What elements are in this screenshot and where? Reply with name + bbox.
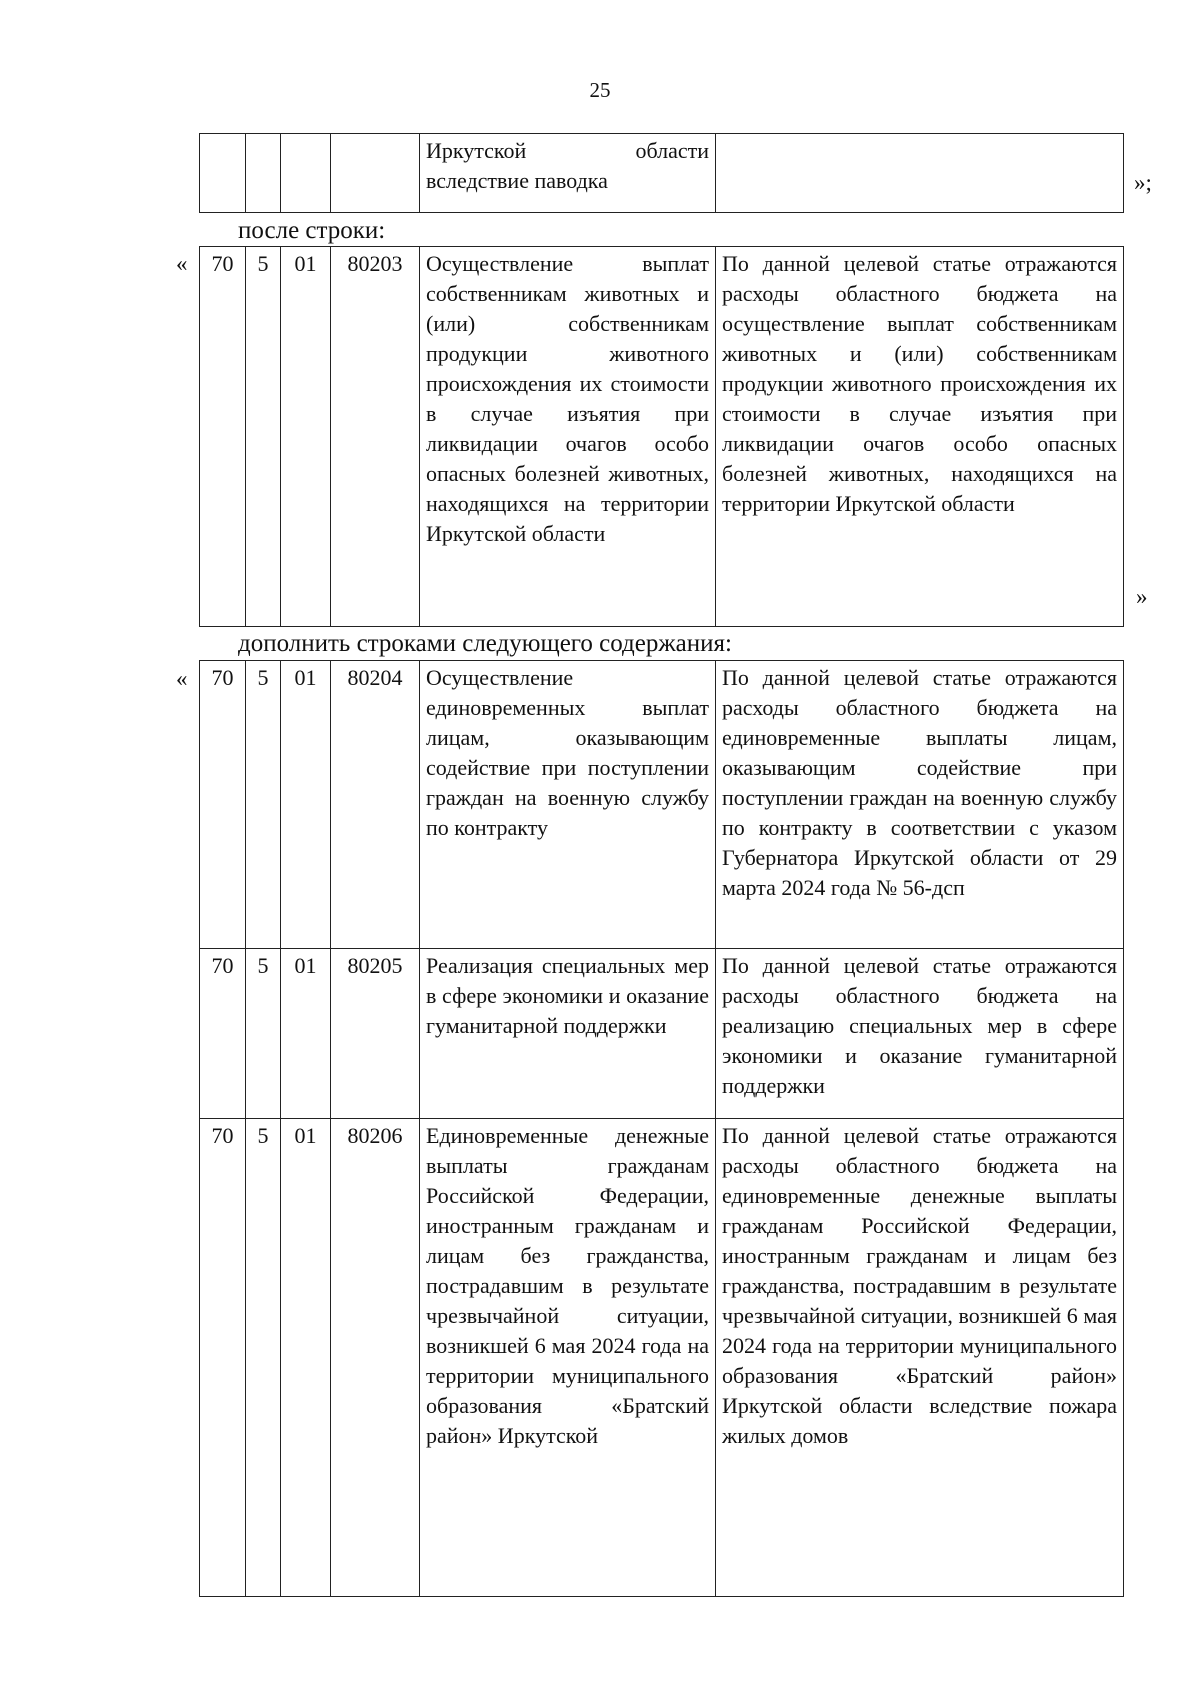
table-row	[200, 949, 1124, 1119]
table-row	[200, 134, 1124, 213]
table-new-rows	[199, 660, 1124, 1597]
closing-quote: »	[1136, 584, 1148, 609]
code-cell: 80206	[331, 1119, 420, 1597]
code-cell: 01	[281, 1119, 331, 1597]
code-cell: 5	[246, 949, 281, 1119]
code-cell	[331, 134, 420, 213]
description-cell: По данной целевой статье отражаются расходы областного бюджета на единовременные денежные выплаты гражданам Российской Федерации, иностранным гражданам и лицам без гражданства, пострадавшим в результате чрезвычайной ситуации, возникшей 6 мая 2024 года на территории муниципального образования «Братский район» Иркутской области вследствие пожара жилых домов	[716, 1119, 1124, 1597]
code-cell	[246, 134, 281, 213]
code-cell: 70	[200, 1119, 246, 1597]
code-cell: 80203	[331, 247, 420, 627]
opening-quote: «	[176, 666, 188, 691]
table-row	[200, 661, 1124, 949]
code-cell	[281, 134, 331, 213]
description-cell	[716, 134, 1124, 213]
table-continuation	[199, 133, 1124, 213]
instruction-add-rows: дополнить строками следующего содержания:	[238, 630, 732, 657]
table-existing-row	[199, 246, 1124, 627]
code-cell: 01	[281, 949, 331, 1119]
name-cell: Единовременные денежные выплаты гражданам Российской Федерации, иностранным гражданам и лицам без гражданства, пострадавшим в результате чрезвычайной ситуации, возникшей 6 мая 2024 года на территории муниципального образования «Братский район» Иркутской	[420, 1119, 716, 1597]
description-cell: По данной целевой статье отражаются расходы областного бюджета на реализацию специальных мер в сфере экономики и оказание гуманитарной поддержки	[716, 949, 1124, 1119]
code-cell: 5	[246, 247, 281, 627]
page-number: 25	[589, 78, 611, 102]
code-cell: 70	[200, 949, 246, 1119]
description-cell: По данной целевой статье отражаются расходы областного бюджета на осуществление выплат собственникам животных и (или) собственникам продукции животного происхождения их стоимости в случае изъятия при ликвидации очагов особо опасных болезней животных, находящихся на территории Иркутской области	[716, 247, 1124, 627]
name-cell: Осуществление единовременных выплат лицам, оказывающим содействие при поступлении граждан на военную службу по контракту	[420, 661, 716, 949]
code-cell: 70	[200, 247, 246, 627]
code-cell	[200, 134, 246, 213]
instruction-after-row: после строки:	[238, 217, 386, 244]
code-cell: 01	[281, 247, 331, 627]
code-cell: 5	[246, 1119, 281, 1597]
code-cell: 5	[246, 661, 281, 949]
opening-quote: «	[176, 251, 188, 276]
table-row	[200, 1119, 1124, 1597]
description-cell: По данной целевой статье отражаются расходы областного бюджета на единовременные выплаты лицам, оказывающим содействие при поступлении граждан на военную службу по контракту в соответствии с указом Губернатора Иркутской области от 29 марта 2024 года № 56-дсп	[716, 661, 1124, 949]
table-row	[200, 247, 1124, 627]
code-cell: 80205	[331, 949, 420, 1119]
code-cell: 70	[200, 661, 246, 949]
name-cell: Осуществление выплат собственникам животных и (или) собственникам продукции животного происхождения их стоимости в случае изъятия при ликвидации очагов особо опасных болезней животных, находящихся на территории Иркутской области	[420, 247, 716, 627]
code-cell: 80204	[331, 661, 420, 949]
code-cell: 01	[281, 661, 331, 949]
name-cell: Реализация специальных мер в сфере экономики и оказание гуманитарной поддержки	[420, 949, 716, 1119]
name-cell: Иркутской области вследствие паводка	[420, 134, 716, 213]
closing-quote-semicolon: »;	[1134, 170, 1152, 195]
